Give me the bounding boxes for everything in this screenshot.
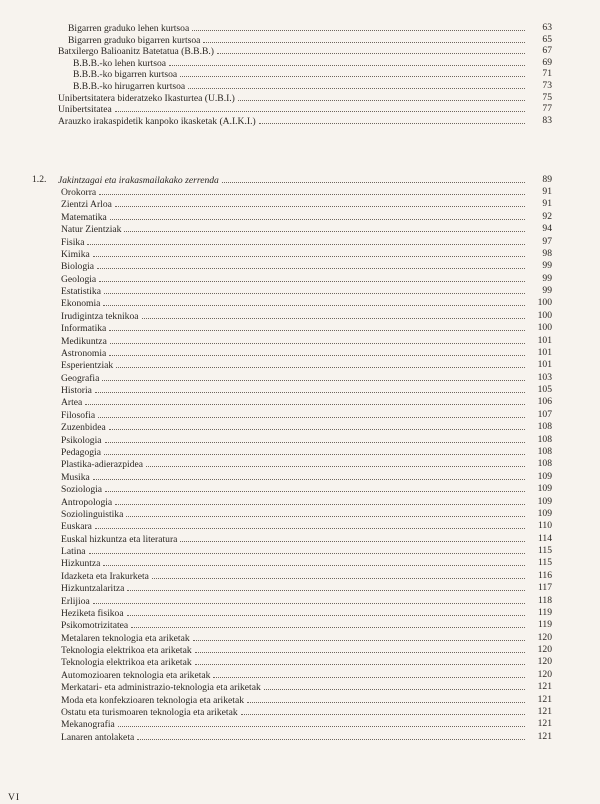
toc-entry bbox=[0, 347, 600, 359]
toc-entry-page-number: 116 bbox=[537, 569, 552, 581]
toc-entry-title: Orokorra bbox=[61, 187, 97, 198]
toc-entry-text bbox=[73, 80, 528, 92]
dot-leader bbox=[131, 619, 525, 628]
toc-entry-page-number: 121 bbox=[537, 730, 552, 742]
toc-entry-page-number: 108 bbox=[537, 433, 552, 445]
toc-entry-title: Idazketa eta Irakurketa bbox=[61, 570, 149, 582]
toc-entry bbox=[0, 681, 600, 693]
toc-entry-text bbox=[61, 545, 528, 557]
dot-leader bbox=[180, 68, 525, 77]
toc-entry-title: Medikuntza bbox=[61, 335, 107, 347]
toc-entry-text bbox=[61, 694, 528, 706]
toc-entry-title: Artea bbox=[61, 397, 83, 409]
toc-entry-page-number: 115 bbox=[537, 557, 552, 569]
toc-entry-page-number: 71 bbox=[542, 68, 552, 80]
toc-entry bbox=[0, 372, 600, 384]
toc-entry-text bbox=[61, 570, 528, 582]
toc-entry-page-number: 109 bbox=[537, 495, 552, 507]
toc-entry-title: Heziketa fisikoa bbox=[61, 607, 124, 619]
toc-entry-page-number: 109 bbox=[537, 470, 552, 482]
section-page-number: 89 bbox=[542, 174, 552, 185]
toc-entry bbox=[0, 322, 600, 334]
toc-entry-page-number: 108 bbox=[537, 458, 552, 470]
toc-entry-text bbox=[61, 508, 528, 520]
toc-entry-title: Kimika bbox=[61, 248, 90, 260]
dot-leader bbox=[109, 421, 525, 430]
dot-leader bbox=[169, 57, 525, 66]
dot-leader bbox=[115, 198, 525, 207]
dot-leader bbox=[110, 335, 525, 344]
toc-entry-text bbox=[61, 632, 528, 644]
toc-entry-text bbox=[73, 68, 528, 80]
toc-entry-page-number: 109 bbox=[537, 483, 552, 495]
dot-leader bbox=[93, 595, 525, 604]
toc-entry-text bbox=[61, 533, 528, 545]
toc-entry bbox=[0, 533, 600, 545]
toc-entry-text bbox=[68, 22, 528, 34]
toc-entry-text bbox=[61, 669, 528, 681]
dot-leader bbox=[95, 384, 525, 393]
toc-entry bbox=[0, 198, 600, 210]
toc-entry-page-number: 120 bbox=[537, 668, 552, 680]
toc-entry-page-number: 105 bbox=[537, 384, 552, 396]
toc-entry-text bbox=[61, 681, 528, 693]
dot-leader bbox=[238, 92, 525, 101]
toc-entry bbox=[0, 223, 600, 235]
toc-entry-title: Astronomia bbox=[61, 347, 107, 359]
toc-entry-text bbox=[61, 421, 528, 433]
dot-leader bbox=[217, 45, 525, 54]
toc-entry-title: Unibertsitatera bideratzeko Ikasturtea (U.B.I.) bbox=[58, 92, 235, 104]
toc-entry bbox=[0, 273, 600, 285]
dot-leader bbox=[137, 731, 525, 740]
dot-leader bbox=[241, 706, 525, 715]
dot-leader bbox=[87, 236, 525, 245]
dot-leader bbox=[222, 174, 525, 183]
toc-entry bbox=[0, 384, 600, 396]
toc-entry-title: Hizkuntzalaritza bbox=[61, 583, 125, 595]
toc-entry-text bbox=[61, 297, 528, 309]
toc-entry-page-number: 108 bbox=[537, 421, 552, 433]
toc-entry-page-number: 106 bbox=[537, 396, 552, 408]
dot-leader bbox=[103, 557, 525, 566]
dot-leader bbox=[110, 211, 525, 220]
toc-entry bbox=[0, 582, 600, 594]
toc-entry bbox=[0, 446, 600, 458]
toc-entry bbox=[0, 186, 600, 198]
dot-leader bbox=[124, 223, 525, 232]
dot-leader bbox=[127, 607, 525, 616]
toc-entry-page-number: 101 bbox=[537, 359, 552, 371]
toc-entry-title: Informatika bbox=[61, 323, 107, 335]
toc-entry-text bbox=[61, 619, 528, 631]
toc-entry bbox=[0, 211, 600, 223]
toc-entry-text bbox=[61, 198, 528, 210]
toc-entry-title: Moda eta konfekzioaren teknologia eta ariketak bbox=[61, 694, 244, 706]
toc-entry-title: Soziolinguistika bbox=[61, 508, 124, 520]
toc-entry-page-number: 67 bbox=[542, 45, 552, 57]
toc-entry-text bbox=[61, 273, 528, 285]
toc-entry-page-number: 83 bbox=[542, 114, 552, 126]
toc-entry bbox=[0, 607, 600, 619]
toc-entry-title: Geografia bbox=[61, 372, 100, 384]
toc-entry-title: Hizkuntza bbox=[61, 558, 101, 570]
toc-entry bbox=[0, 57, 600, 69]
toc-entry-page-number: 91 bbox=[542, 198, 552, 210]
toc-entry-page-number: 98 bbox=[542, 247, 552, 259]
dot-leader bbox=[105, 434, 525, 443]
toc-entry-page-number: 120 bbox=[537, 656, 552, 668]
dot-leader bbox=[93, 248, 525, 257]
toc-entry-title: Biologia bbox=[61, 261, 95, 273]
dot-leader bbox=[103, 297, 525, 306]
toc-entry-title: B.B.B.-ko bigarren kurtsoa bbox=[73, 69, 178, 81]
toc-entry-title: Bigarren graduko lehen kurtsoa bbox=[68, 23, 190, 34]
dot-leader bbox=[264, 681, 525, 690]
toc-entry-page-number: 75 bbox=[542, 91, 552, 103]
toc-entry-text bbox=[61, 644, 528, 656]
toc-entry bbox=[0, 22, 600, 34]
toc-entry bbox=[0, 570, 600, 582]
toc-entry bbox=[0, 508, 600, 520]
dot-leader bbox=[98, 409, 525, 418]
toc-entry-title: Latina bbox=[61, 546, 86, 558]
toc-entry-title: Zientzi Arloa bbox=[61, 199, 112, 211]
dot-leader bbox=[104, 446, 525, 455]
toc-entry bbox=[0, 260, 600, 272]
dot-leader bbox=[213, 669, 525, 678]
dot-leader bbox=[180, 533, 525, 542]
toc-entry-page-number: 121 bbox=[537, 718, 552, 730]
toc-entry-text bbox=[58, 92, 528, 104]
toc-entry bbox=[0, 310, 600, 322]
dot-leader bbox=[146, 458, 525, 467]
toc-entry-text bbox=[68, 34, 528, 46]
toc-entry-title: Euskara bbox=[61, 521, 92, 533]
toc-entry bbox=[0, 68, 600, 80]
section-number: 1.2. bbox=[32, 174, 47, 185]
toc-entry-title: Irudigintza teknikoa bbox=[61, 310, 139, 322]
dot-leader bbox=[109, 347, 525, 356]
dot-leader bbox=[195, 644, 525, 653]
toc-entry-text bbox=[61, 520, 528, 532]
toc-entry bbox=[0, 421, 600, 433]
toc-entry bbox=[0, 496, 600, 508]
toc-entry bbox=[0, 483, 600, 495]
toc-entry-page-number: 101 bbox=[537, 334, 552, 346]
toc-entry-title: B.B.B.-ko lehen kurtsoa bbox=[73, 57, 166, 69]
dot-leader bbox=[99, 273, 525, 282]
toc-entry-title: B.B.B.-ko hirugarren kurtsoa bbox=[73, 81, 186, 92]
toc-entry bbox=[0, 557, 600, 569]
toc-entry-text bbox=[61, 434, 528, 446]
toc-entry-text bbox=[61, 335, 528, 347]
toc-entry-title: Lanaren antolaketa bbox=[61, 731, 135, 743]
toc-entry bbox=[0, 409, 600, 421]
toc-entry-page-number: 99 bbox=[542, 285, 552, 297]
toc-entry-title: Matematika bbox=[61, 211, 107, 223]
toc-entry bbox=[0, 359, 600, 371]
toc-entry-title: Antropologia bbox=[61, 496, 113, 508]
dot-leader bbox=[105, 483, 525, 492]
toc-entry-page-number: 97 bbox=[542, 235, 552, 247]
toc-entry-page-number: 69 bbox=[542, 56, 552, 68]
toc-entry-title: Erlijioa bbox=[61, 595, 90, 607]
toc-entry-text bbox=[61, 372, 528, 384]
dot-leader bbox=[118, 718, 525, 727]
toc-entry-text bbox=[61, 359, 528, 371]
toc-entry-text bbox=[61, 211, 528, 223]
dot-leader bbox=[85, 396, 525, 405]
dot-leader bbox=[259, 115, 525, 124]
toc-entry-text bbox=[58, 103, 528, 115]
toc-entry bbox=[0, 545, 600, 557]
dot-leader bbox=[102, 372, 525, 381]
toc-entry-title: Pedagogia bbox=[61, 446, 101, 458]
toc-entry bbox=[0, 434, 600, 446]
toc-entry-text bbox=[73, 57, 528, 69]
toc-entry-title: Musika bbox=[61, 471, 90, 483]
dot-leader bbox=[203, 34, 525, 43]
toc-entry-text bbox=[61, 595, 528, 607]
toc-entry-title: Historia bbox=[61, 385, 92, 397]
toc-entry-page-number: 91 bbox=[542, 186, 552, 197]
toc-entry-title: Arauzko irakaspidetik kanpoko ikasketak (A.I.K.I.) bbox=[58, 115, 256, 127]
dot-leader bbox=[247, 694, 525, 703]
toc-entry-text bbox=[61, 607, 528, 619]
toc-entry-page-number: 110 bbox=[537, 520, 552, 532]
toc-entry bbox=[0, 248, 600, 260]
toc-entry-page-number: 108 bbox=[537, 445, 552, 457]
toc-entry bbox=[0, 92, 600, 104]
toc-entry-title: Filosofia bbox=[61, 409, 96, 421]
toc-entry-text bbox=[61, 322, 528, 334]
toc-entry-text bbox=[61, 396, 528, 408]
toc-entry-text bbox=[61, 409, 528, 421]
toc-entry-page-number: 63 bbox=[542, 22, 552, 33]
toc-entry-text bbox=[61, 458, 528, 470]
toc-entry bbox=[0, 706, 600, 718]
toc-entry-text bbox=[61, 496, 528, 508]
toc-entry-title: Mekanografia bbox=[61, 719, 115, 731]
toc-entry-title: Geologia bbox=[61, 273, 97, 285]
toc-entry-title: Psikomotrizitatea bbox=[61, 620, 129, 632]
toc-entry-page-number: 100 bbox=[537, 309, 552, 321]
toc-entry-page-number: 115 bbox=[537, 545, 552, 557]
toc-entry-page-number: 100 bbox=[537, 297, 552, 309]
toc-entry bbox=[0, 396, 600, 408]
toc-entry bbox=[0, 34, 600, 46]
toc-entry bbox=[0, 285, 600, 297]
toc-entry-page-number: 120 bbox=[537, 631, 552, 643]
toc-entry-page-number: 92 bbox=[542, 210, 552, 222]
toc-entry-title: Soziologia bbox=[61, 484, 103, 496]
toc-entry-title: Natur Zientziak bbox=[61, 224, 122, 236]
toc-entry-text bbox=[61, 260, 528, 272]
toc-entry-text bbox=[61, 223, 528, 235]
toc-entry-title: Esperientziak bbox=[61, 360, 114, 372]
section-title: Jakintzagai eta irakasmailakako zerrenda bbox=[58, 175, 219, 186]
toc-entry-page-number: 94 bbox=[542, 223, 552, 235]
dot-leader bbox=[99, 186, 525, 195]
toc-entry-title: Teknologia elektrikoa eta ariketak bbox=[61, 645, 192, 657]
toc-entry bbox=[0, 335, 600, 347]
toc-entry bbox=[0, 718, 600, 730]
toc-entry-page-number: 118 bbox=[537, 594, 552, 606]
toc-entry-text bbox=[61, 718, 528, 730]
toc-entry-page-number: 121 bbox=[537, 681, 552, 693]
toc-entry-text bbox=[58, 45, 528, 57]
toc-entry-title: Bigarren graduko bigarren kurtsoa bbox=[68, 34, 201, 46]
toc-entry bbox=[0, 656, 600, 668]
toc-entry-title: Teknologia elektrikoa eta ariketak bbox=[61, 657, 192, 669]
toc-entry-title: Merkatari- eta administrazio-teknologia eta ariketak bbox=[61, 682, 261, 694]
toc-entry bbox=[0, 632, 600, 644]
toc-entry-page-number: 109 bbox=[537, 507, 552, 519]
dot-leader bbox=[93, 471, 525, 480]
toc-entry-title: Ostatu eta turismoaren teknologia eta ariketak bbox=[61, 706, 238, 718]
dot-leader bbox=[95, 520, 525, 529]
toc-entry bbox=[0, 595, 600, 607]
toc-entry-title: Automozioaren teknologia eta ariketak bbox=[61, 669, 211, 681]
toc-entry bbox=[0, 619, 600, 631]
dot-leader bbox=[109, 322, 525, 331]
toc-entry-title: Metalaren teknologia eta ariketak bbox=[61, 632, 190, 644]
toc-entry-text bbox=[61, 446, 528, 458]
toc-entry bbox=[0, 103, 600, 115]
toc-entry-text bbox=[61, 706, 528, 718]
dot-leader bbox=[97, 260, 525, 269]
dot-leader bbox=[195, 656, 525, 665]
toc-entry bbox=[0, 236, 600, 248]
toc-entry-text bbox=[58, 115, 528, 127]
toc-entry-text bbox=[61, 483, 528, 495]
toc-entry-page-number: 101 bbox=[537, 346, 552, 358]
toc-entry-page-number: 100 bbox=[537, 322, 552, 334]
toc-entry-text bbox=[61, 248, 528, 260]
toc-entry-title: Plastika-adierazpidea bbox=[61, 459, 144, 471]
toc-entry bbox=[0, 458, 600, 470]
toc-entry-title: Ekonomia bbox=[61, 298, 101, 310]
dot-leader bbox=[104, 285, 525, 294]
toc-entry-text bbox=[61, 347, 528, 359]
toc-entry-page-number: 65 bbox=[542, 33, 552, 45]
toc-entry bbox=[0, 80, 600, 92]
toc-entry-title: Zuzenbidea bbox=[61, 422, 106, 434]
toc-entry-text bbox=[61, 557, 528, 569]
toc-entry-page-number: 117 bbox=[537, 582, 552, 594]
dot-leader bbox=[89, 545, 525, 554]
toc-entry bbox=[0, 669, 600, 681]
toc-entry bbox=[0, 45, 600, 57]
toc-entry-page-number: 121 bbox=[537, 693, 552, 705]
dot-leader bbox=[142, 310, 525, 319]
toc-section-heading bbox=[0, 174, 600, 186]
toc-entry bbox=[0, 471, 600, 483]
toc-entry-page-number: 120 bbox=[537, 644, 552, 656]
toc-entry-text bbox=[61, 384, 528, 396]
toc-entry-title: Euskal hizkuntza eta literatura bbox=[61, 533, 178, 545]
toc-entry-page-number: 77 bbox=[542, 103, 552, 115]
toc-entry bbox=[0, 644, 600, 656]
dot-leader bbox=[152, 570, 525, 579]
toc-entry-page-number: 114 bbox=[537, 532, 552, 544]
toc-entry-title: Fisika bbox=[61, 236, 85, 248]
toc-entry-title: Unibertsitatea bbox=[58, 104, 112, 116]
dot-leader bbox=[115, 103, 525, 112]
toc-entry-page-number: 73 bbox=[542, 80, 552, 91]
toc-entry-page-number: 107 bbox=[537, 408, 552, 420]
dot-leader bbox=[192, 22, 525, 31]
toc-entry-title: Estatistika bbox=[61, 286, 101, 298]
toc-entry-page-number: 119 bbox=[537, 619, 552, 631]
toc-entry bbox=[0, 115, 600, 127]
toc-entry-text bbox=[61, 582, 528, 594]
toc-entry-page-number: 121 bbox=[537, 705, 552, 717]
toc-entry-page-number: 99 bbox=[542, 260, 552, 272]
toc-entry-text bbox=[61, 731, 528, 743]
dot-leader bbox=[126, 508, 525, 517]
toc-entry-title: Psikologia bbox=[61, 434, 102, 446]
dot-leader bbox=[116, 359, 525, 368]
section-entry bbox=[58, 174, 528, 186]
toc-entry-title: Batxilergo Balioanitz Batetatua (B.B.B.) bbox=[58, 46, 214, 58]
toc-entry bbox=[0, 694, 600, 706]
toc-entry-page-number: 119 bbox=[537, 606, 552, 618]
toc-entry bbox=[0, 520, 600, 532]
toc-entry-page-number: 103 bbox=[537, 371, 552, 383]
toc-entry-text bbox=[61, 656, 528, 668]
toc-entry-text bbox=[61, 285, 528, 297]
toc-entry-text bbox=[61, 471, 528, 483]
toc-entry-page-number: 99 bbox=[542, 272, 552, 284]
toc-entry bbox=[0, 297, 600, 309]
dot-leader bbox=[115, 496, 525, 505]
toc-entry bbox=[0, 731, 600, 743]
toc-entry-text bbox=[61, 236, 528, 248]
page-number-footer: VI bbox=[8, 792, 21, 803]
dot-leader bbox=[193, 632, 525, 641]
dot-leader bbox=[127, 582, 525, 591]
dot-leader bbox=[188, 80, 525, 89]
toc-entry-text bbox=[61, 310, 528, 322]
toc-entry-text bbox=[61, 186, 528, 198]
